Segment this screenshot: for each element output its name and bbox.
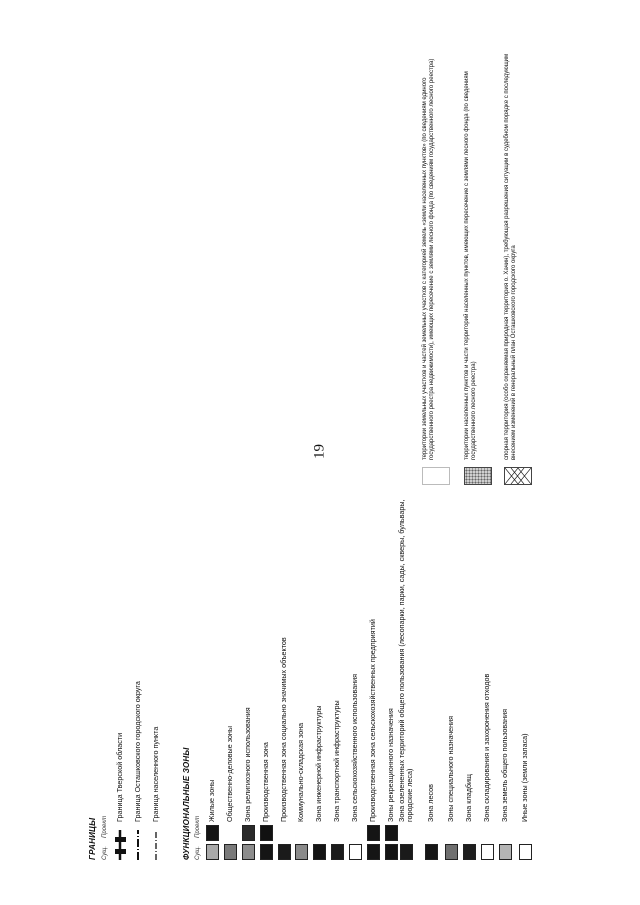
zone-row: [311, 705, 327, 860]
zone-row: [276, 637, 292, 860]
zone-row: [398, 482, 414, 860]
existing-swatch: [367, 844, 380, 860]
existing-swatch: [519, 844, 532, 860]
project-swatch: [242, 825, 255, 841]
zone-label: Производственная зона социально значимых объектов: [279, 637, 288, 822]
project-swatch: [295, 825, 308, 841]
district-line-icon: [132, 830, 145, 860]
legend-rotated: [80, 40, 540, 860]
zone-label: Производственная зона: [261, 742, 270, 822]
boundaries-columns: [97, 816, 113, 860]
project-swatch: [331, 825, 344, 841]
project-swatch: [445, 825, 458, 841]
zone-label: Зона лесов: [426, 784, 435, 822]
project-swatch: [349, 825, 362, 841]
zone-label: Зона земель общего пользования: [500, 708, 509, 822]
zone-label: Зона религиозного использования: [243, 707, 252, 822]
zone-row: [240, 707, 256, 860]
existing-swatch: [425, 844, 438, 860]
project-swatch: [385, 825, 398, 841]
zone-row: [204, 780, 220, 860]
project-swatch: [367, 825, 380, 841]
boundary-label: Граница населенного пункта: [151, 726, 160, 822]
page-number: 19: [311, 444, 328, 459]
zone-label: Зона инженерной инфраструктуры: [314, 705, 323, 822]
project-swatch: [224, 825, 237, 841]
existing-swatch: [331, 844, 344, 860]
zone-label: Зона кладбищ: [464, 774, 473, 822]
zone-row: [293, 723, 309, 860]
zone-row: [517, 733, 533, 860]
boundary-district: [130, 681, 146, 860]
zone-label: Общественно-деловые зоны: [225, 725, 234, 822]
existing-swatch: [385, 844, 398, 860]
zone-row: [443, 716, 459, 860]
col-project: Проект: [195, 815, 201, 838]
project-swatch: [400, 825, 413, 841]
zones-heading: ФУНКЦИОНАЛЬНЫЕ ЗОНЫ: [181, 747, 191, 860]
existing-swatch: [295, 844, 308, 860]
dotted-pattern-swatch: [464, 467, 492, 485]
zone-label: Производственная зона сельскохозяйственных предприятий: [368, 619, 377, 822]
existing-swatch: [499, 844, 512, 860]
boundary-settlement: [148, 727, 164, 860]
col-existing: Сущ.: [102, 845, 108, 860]
existing-swatch: [242, 844, 255, 860]
col-project: Проект: [102, 815, 108, 838]
settlement-line-icon: [150, 830, 163, 860]
zone-row: [222, 726, 238, 860]
existing-swatch: [400, 844, 413, 860]
zone-row: [479, 674, 495, 860]
project-swatch: [278, 825, 291, 841]
zone-row: [258, 742, 274, 860]
region-line-icon: [114, 830, 127, 860]
project-swatch: [260, 825, 273, 841]
zone-row: [497, 709, 513, 860]
existing-swatch: [313, 844, 326, 860]
existing-swatch: [224, 844, 237, 860]
project-swatch: [425, 825, 438, 841]
existing-swatch: [445, 844, 458, 860]
zone-label: Коммунально-складская зона: [296, 722, 305, 822]
project-swatch: [313, 825, 326, 841]
zone-label: Зона транспортной инфраструктуры: [332, 700, 341, 822]
project-swatch: [481, 825, 494, 841]
zone-label: Иные зоны (земли запаса): [520, 733, 529, 822]
existing-swatch: [278, 844, 291, 860]
project-swatch: [519, 825, 532, 841]
zone-label: Зона озелененных территорий общего пользования (лесопарки, парки, сады, скверы, бульвары, городские леса): [397, 499, 414, 822]
boundaries-heading: ГРАНИЦЫ: [87, 817, 97, 860]
project-swatch: [206, 825, 219, 841]
zone-row: [461, 774, 477, 860]
zone-row: [347, 674, 363, 860]
existing-swatch: [260, 844, 273, 860]
boundary-label: Граница Тверской области: [115, 732, 124, 822]
note-text: территории населенных пунктов и части территорий населенных пунктов, имеющих пересечение с землями лесного фонда (по сведениям государственного лесного реестра): [464, 71, 477, 460]
zone-label: Жилые зоны: [207, 779, 216, 822]
plain-pattern-swatch: [422, 467, 450, 485]
note-text: территории земельных участков и частей земельных участков с категорией земель «земли населенных пунктов» (по сведениям единого государственного реестра недвижимости), имеющих пересечение с землями лесного фонда (по сведениям государственного лесного реестра): [422, 58, 435, 460]
boundary-region: [112, 733, 128, 860]
existing-swatch: [349, 844, 362, 860]
boundary-label: Граница Осташковского городского округа: [133, 681, 142, 822]
crosshatch-pattern-swatch: [504, 467, 532, 485]
existing-swatch: [463, 844, 476, 860]
existing-swatch: [206, 844, 219, 860]
zone-label: Зоны рекреационного назначения: [386, 708, 395, 822]
zone-label: Зона складирования и захоронения отходов: [482, 673, 491, 822]
zone-row: [329, 700, 345, 860]
note-text: спорная территория (особо охраняемая природная территория о. Хачин), требующая разрешения ситуации в судебном порядке с последующим внесением изменений в генеральный план Осташковского городского округа: [504, 53, 517, 460]
legend: [80, 40, 540, 860]
zone-label: Зона сельскохозяйственного использования: [350, 673, 359, 822]
zone-label: Зоны специального назначения: [446, 715, 455, 822]
existing-swatch: [481, 844, 494, 860]
zone-row: [423, 784, 439, 860]
zone-row: [365, 619, 381, 860]
col-existing: Сущ.: [195, 845, 201, 860]
project-swatch: [499, 825, 512, 841]
project-swatch: [463, 825, 476, 841]
